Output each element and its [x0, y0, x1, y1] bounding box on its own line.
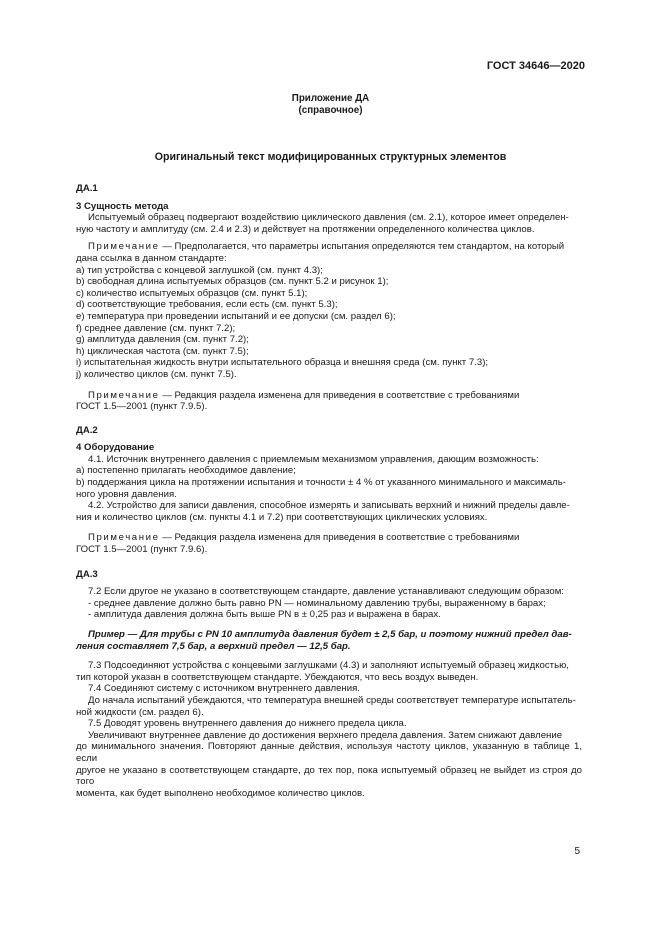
example-line: Пример — Для трубы с PN 10 амплитуда давления будет ± 2,5 бар, и поэтому нижний предел дав- — [88, 629, 572, 640]
note-line: дана ссылка в данном стандарте: — [76, 252, 227, 264]
list-item: c) количество испытуемых образцов (см. пункт 5.1); — [76, 287, 308, 299]
main-title: Оригинальный текст модифицированных структурных элементов — [154, 151, 507, 163]
note-text: — Редакция раздела изменена для приведения в соответствие с требованиями — [159, 389, 520, 401]
paragraph-line: ния и количество циклов (см. пункты 4.1 и 7.2) при соответствующих циклических условиях. — [76, 511, 488, 523]
section-heading-equipment: 4 Оборудование — [76, 442, 155, 454]
document-code: ГОСТ 34646—2020 — [486, 60, 585, 72]
paragraph-line: 4.2. Устройство для записи давления, способное измерять и записывать верхний и нижний пределы давле- — [88, 500, 570, 512]
note-text: — Предполагается, что параметры испытания определяются тем стандартом, на который — [159, 241, 565, 253]
list-item: - среднее давление должно быть равно PN — номинальному давлению трубы, выраженному в барах; — [88, 597, 546, 609]
paragraph-line: 7.2 Если другое не указано в соответствующем стандарте, давление устанавливают следующим образом: — [88, 586, 564, 598]
list-item: e) температура при проведении испытаний и ее допуски (см. раздел 6); — [76, 310, 396, 322]
section-label-da1: ДА.1 — [76, 183, 98, 194]
paragraph-line: 7.4 Соединяют систему с источником внутреннего давления. — [88, 683, 360, 695]
page-number: 5 — [574, 846, 580, 857]
note-text: — Редакция раздела изменена для приведения в соответствие с требованиями — [159, 532, 520, 544]
note-line: ГОСТ 1.5—2001 (пункт 7.9.5). — [76, 401, 208, 413]
paragraph-line: 7.5 Доводят уровень внутреннего давления до нижнего предела цикла. — [88, 718, 407, 730]
paragraph-line: ной жидкости (см. раздел 6). — [76, 706, 204, 718]
paragraph-line: Испытуемый образец подвергают воздействию циклического давления (см. 2.1), которое имеет определен- — [88, 212, 569, 224]
note-line — [76, 532, 582, 544]
section-label-da2: ДА.2 — [76, 424, 98, 436]
paragraph-line: тип которой указан в соответствующем стандарте. Убеждаются, что весь воздух выведен. — [76, 671, 479, 683]
paragraph-line: До начала испытаний убеждаются, что температура внешней среды соответствует температуре испытатель- — [88, 694, 576, 706]
note-label: Примечание — [88, 532, 160, 544]
example-line: ления составляет 7,5 бар, а верхний предел — 12,5 бар. — [76, 640, 351, 652]
list-item: a) тип устройства с концевой заглушкой (см. пункт 4.3); — [76, 264, 323, 276]
note-label: Примечание — [88, 389, 160, 401]
note-label: Примечание — [88, 241, 160, 253]
list-item: g) амплитуда давления (см. пункт 7.2); — [76, 334, 249, 346]
list-item: i) испытательная жидкость внутри испытательного образца и внешняя среда (см. пункт 7.3); — [76, 357, 489, 369]
paragraph-line: момента, как будет выполнено необходимое количество циклов. — [76, 787, 365, 799]
paragraph-line: ную частоту и амплитуду (см. 2.4 и 2.3) и действует на протяжении определенного количества циклов. — [76, 223, 535, 235]
list-item: d) соответствующие требования, если есть (см. пункт 5.3); — [76, 299, 338, 311]
list-item: a) постепенно прилагать необходимое давление; — [76, 465, 296, 477]
paragraph-line: до минимального значения. Повторяют данные действия, используя частоту циклов, указанную в таблице 1, если — [76, 741, 582, 764]
paragraph-line: 7.3 Подсоединяют устройства с концевыми заглушками (4.3) и заполняют испытуемый образец жидкостью, — [88, 660, 569, 672]
list-item: ного уровня давления. — [76, 488, 177, 500]
content — [76, 183, 582, 799]
note-line — [76, 241, 582, 253]
section-label-da3: ДА.3 — [76, 568, 98, 580]
paragraph-line: Увеличивают внутреннее давление до достижения верхнего предела давления. Затем снижают давление — [88, 729, 563, 741]
paragraph-line: 4.1. Источник внутреннего давления с приемлемым механизмом управления, дающим возможность: — [88, 453, 539, 465]
list-item: j) количество циклов (см. пункт 7.5). — [76, 368, 237, 380]
list-item: f) среднее давление (см. пункт 7.2); — [76, 322, 236, 334]
list-item: - амплитуда давления должна быть выше PN в ± 0,25 раз и выражена в барах. — [88, 609, 441, 621]
list-item: b) поддержания цикла на протяжении испытания и точности ± 4 % от указанного минимального и максималь- — [76, 477, 566, 489]
note-line — [76, 390, 582, 402]
section-heading-method: 3 Сущность метода — [76, 200, 169, 212]
list-item: h) циклическая частота (см. пункт 7.5); — [76, 345, 249, 357]
list-item: b) свободная длина испытуемых образцов (см. пункт 5.2 и рисунок 1); — [76, 276, 389, 288]
note-line: ГОСТ 1.5—2001 (пункт 7.9.6). — [76, 544, 208, 556]
annex-title: Приложение ДА — [291, 93, 370, 104]
paragraph-line: другое не указано в соответствующем стандарте, до тех пор, пока испытуемый образец не выйдет из строя до того — [76, 764, 582, 788]
annex-subtitle: (справочное) — [298, 105, 363, 116]
